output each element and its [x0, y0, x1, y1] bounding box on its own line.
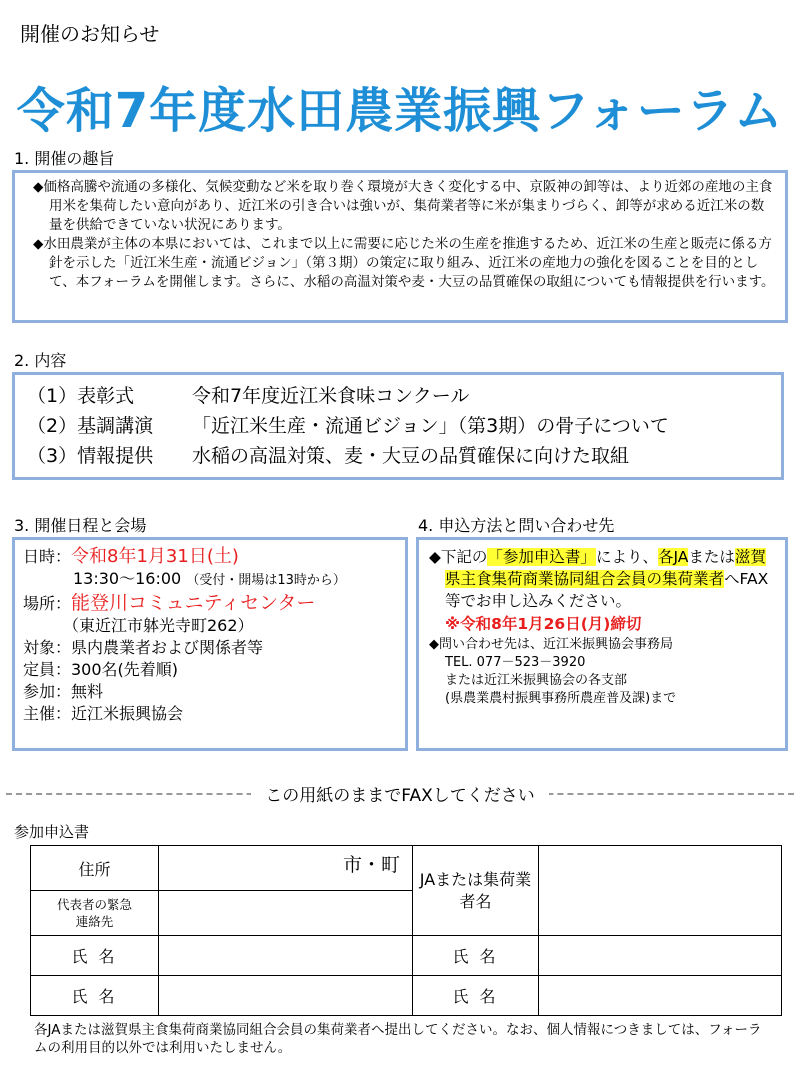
name-label: 氏 名	[413, 976, 539, 1016]
application-instructions	[429, 546, 775, 612]
capacity-line: 定員：300名(先着順)	[23, 660, 179, 679]
name-label: 氏 名	[31, 936, 159, 976]
date-line	[23, 546, 397, 568]
union-highlight: 滋賀県主食集荷商業協同組合会員の集荷業者	[445, 548, 766, 588]
fee-line: 参加：無料	[23, 682, 104, 701]
place-label: 場所：	[23, 594, 72, 613]
event-date: 令和8年1月31日(土)	[71, 546, 239, 567]
contact-line: または近江米振興協会の各支部	[445, 673, 628, 688]
instr-text: により、	[595, 548, 658, 566]
application-form-table	[30, 845, 782, 1016]
contact-line: ◆問い合わせ先は、近江米振興協会事務局	[429, 637, 673, 652]
section4-heading: 4. 申込方法と問い合わせ先	[418, 516, 615, 535]
name-field[interactable]	[539, 936, 782, 976]
name-label: 氏 名	[413, 936, 539, 976]
name-label: 氏 名	[31, 976, 159, 1016]
content-item-text: 「近江米生産・流通ビジョン」（第3期）の骨子について	[192, 415, 669, 437]
event-time: 13:30～16:00	[73, 569, 182, 588]
content-box	[12, 372, 784, 480]
purpose-bullet: ◆価格高騰や流通の多様化、気候変動など米を取り巻く環境が大きく変化する中、京阪神の卸等は、より近郊の産地の主食用米を集荷したい意向があり、近江米の引き合いは強いが、集荷業者等に米が集まりづらく、卸等が求める近江米の数量を供給できていない状況にあります。	[33, 179, 773, 233]
content-item-text: 令和7年度近江米食味コンクール	[192, 385, 470, 407]
content-item	[27, 441, 769, 471]
application-form-highlight: 「参加申込書」	[487, 548, 596, 566]
target-line: 対象：県内農業者および関係者等	[23, 638, 264, 657]
emergency-label: 代表者の緊急連絡先	[31, 891, 159, 936]
page-title: 令和7年度水田農業振興フォーラム	[16, 83, 784, 139]
date-label: 日時：	[23, 547, 72, 566]
address-label: 住所	[31, 846, 159, 891]
instr-text: へFAX等でお申し込みください。	[445, 570, 769, 610]
schedule-box	[12, 537, 408, 751]
city-suffix: 市・町	[342, 854, 400, 876]
section3-heading: 3. 開催日程と会場	[14, 516, 147, 535]
ja-label: JAまたは集荷業者名	[413, 846, 539, 936]
address-field[interactable]	[159, 846, 413, 891]
time-line	[23, 568, 397, 592]
place-line	[23, 592, 397, 615]
name-field[interactable]	[539, 976, 782, 1016]
instr-text: または	[688, 548, 735, 566]
content-item-number: （3）情報提供	[27, 445, 154, 467]
host-line: 主催：近江米振興協会	[23, 704, 184, 723]
emergency-contact-field[interactable]	[159, 891, 413, 936]
content-item-text: 水稲の高温対策、麦・大豆の品質確保に向けた取組	[192, 445, 630, 467]
ja-name-field[interactable]	[539, 846, 782, 936]
content-item-number: （1）表彰式	[27, 385, 135, 407]
ja-highlight: 各JA	[657, 548, 689, 566]
instr-text: ◆下記の	[429, 548, 488, 566]
name-field[interactable]	[159, 936, 413, 976]
venue-address: （東近江市躰光寺町262）	[63, 616, 254, 635]
content-item	[27, 381, 769, 411]
purpose-bullet: ◆水田農業が主体の本県においては、これまで以上に需要に応じた米の生産を推進するため、近江米の生産と販売に係る方針を示した「近江米生産・流通ビジョン」（第３期）の策定に取り組み、近江米の産地力の強化を図ることを目的として、本フォーラムを開催します。さらに、水稲の高温対策や麦・大豆の品質確保の取組についても情報提供を行います。	[33, 236, 775, 290]
footer-note: 各JAまたは滋賀県主食集荷商業協同組合会員の集荷業者へ提出してください。なお、個人情報につきましては、フォーラムの利用目的以外では利用いたしません。	[34, 1022, 762, 1056]
venue-name: 能登川コミュニティセンター	[71, 592, 316, 614]
fax-instruction	[0, 781, 800, 806]
notice-label: 開催のお知らせ	[20, 22, 160, 46]
form-title: 参加申込書	[14, 823, 90, 841]
contact-block	[429, 636, 775, 708]
contact-line: (県農業農村振興事務所農産普及課)まで	[445, 691, 677, 706]
purpose-box	[12, 170, 788, 323]
section1-heading: 1. 開催の趣旨	[14, 149, 115, 168]
section2-heading: 2. 内容	[14, 351, 67, 370]
content-item-number: （2）基調講演	[27, 415, 154, 437]
application-box	[416, 537, 788, 751]
name-field[interactable]	[159, 976, 413, 1016]
deadline: ※令和8年1月26日(月)締切	[445, 615, 642, 633]
content-item	[27, 411, 769, 441]
contact-tel: TEL. 077－523－3920	[445, 655, 586, 670]
fax-instruction-text: この用紙のままでFAXしてください	[251, 786, 549, 806]
time-note: （受付・開場は13時から）	[186, 573, 346, 588]
